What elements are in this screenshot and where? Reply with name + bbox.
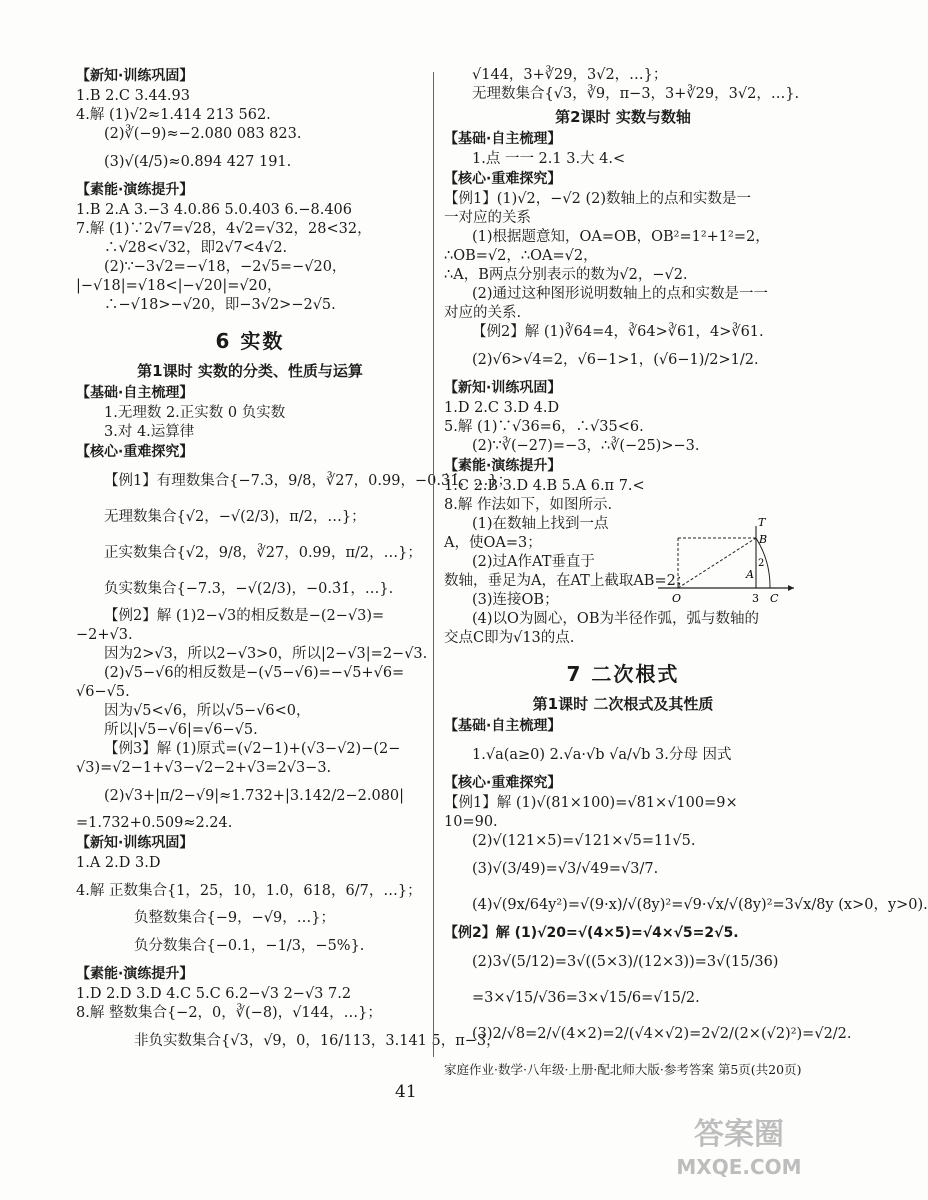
answer-line: A，使OA=3；	[444, 535, 542, 551]
label-t: T	[758, 516, 766, 529]
section-heading: 【基础·自主梳理】	[444, 131, 562, 147]
label-c: C	[770, 592, 779, 605]
answer-line: 8.解 整数集合{−2，0，∛(−8)，√144，…}；	[76, 1005, 382, 1021]
section-heading: 【新知·训练巩固】	[76, 68, 194, 84]
answer-line: −2+√3.	[76, 627, 133, 643]
section-heading: 【基础·自主梳理】	[444, 718, 562, 734]
answer-line: 【例1】有理数集合{−7.3，9/8，∛27，0.99，−0.3̇1̇，…}；	[104, 473, 513, 489]
section-heading: 【素能·演练提升】	[76, 182, 194, 198]
answer-line: 4.解 (1)√2≈1.414 213 562.	[76, 107, 271, 123]
column-divider	[433, 72, 434, 1057]
section-heading: 【素能·演练提升】	[76, 966, 194, 982]
answer-line: ∴−√18>−√20，即−3√2>−2√5.	[104, 297, 336, 313]
label-a: A	[746, 568, 754, 581]
section-heading: 【核心·重难探究】	[76, 444, 194, 460]
answer-line: ∴OB=√2，∴OA=√2，	[444, 248, 598, 264]
answer-line: (1)根据题意知，OA=OB，OB²=1²+1²=2，	[472, 229, 770, 245]
watermark-line2: MXQE.COM	[676, 1155, 802, 1179]
answer-line: 【例2】解 (1)∛64=4，∛64>∛61，4>∛61.	[472, 324, 764, 340]
answer-line: 对应的关系.	[444, 305, 522, 321]
answer-line: 非负实数集合{√3，√9，0，16/113，3.141 5，π−3，	[134, 1033, 501, 1049]
answer-line: (3)√(3/49)=√3/√49=√3/7.	[472, 861, 659, 877]
section-heading: 【新知·训练巩固】	[76, 835, 194, 851]
answer-line: 【例3】解 (1)原式=(√2−1)+(√3−√2)−(2−	[104, 741, 401, 757]
answer-line: 负实数集合{−7.3，−√(2/3)，−0.3̇1̇，…}.	[104, 581, 394, 597]
answer-line: 交点C即为√13的点.	[444, 630, 575, 646]
answer-line: 5.解 (1)∵√36=6，∴√35<6.	[444, 419, 644, 435]
axis-arrow	[788, 585, 794, 591]
chapter-title: 7 二次根式	[566, 662, 680, 686]
answer-line: =1.732+0.509≈2.24.	[76, 815, 233, 831]
answer-line: 因为√5<√6，所以√5−√6<0，	[104, 703, 311, 719]
answer-line: (2)∵−3√2=−√18，−2√5=−√20，	[104, 259, 347, 275]
answer-line: (2)3√(5/12)=3√((5×3)/(12×3))=3√(15/36)	[472, 954, 779, 970]
page-footer: 家庭作业·数学·八年级·上册·配北师大版·参考答案 第5页(共20页)	[444, 1062, 802, 1077]
label-three: 3	[752, 592, 759, 605]
answer-line: 无理数集合{√2，−√(2/3)，π/2，…}；	[104, 509, 366, 525]
answer-line: (3)连接OB；	[472, 592, 559, 608]
label-two: 2	[758, 558, 765, 569]
answer-line: 1.B 2.A 3.−3 4.0.86 5.0.403 6.−8.406	[76, 202, 353, 218]
lesson-title: 第1课时 二次根式及其性质	[532, 695, 714, 713]
answer-line: 1.点 一一 2.1 3.大 4.<	[472, 151, 626, 167]
label-o: O	[672, 592, 682, 605]
answer-line: (2)∵∛(−27)=−3，∴∛(−25)>−3.	[472, 438, 700, 454]
answer-line: ∴√28<√32，即2√7<4√2.	[104, 240, 288, 256]
number-line-figure	[658, 516, 798, 606]
answer-line: (3)2/√8=2/√(4×2)=2/(√4×√2)=2√2/(2×(√2)²)=√2/2.	[472, 1026, 852, 1042]
answer-line: 1.C 2.B 3.D 4.B 5.A 6.π 7.<	[444, 478, 645, 494]
answer-line: (1)在数轴上找到一点	[472, 516, 609, 532]
answer-line: (4)以O为圆心，OB为半径作弧，弧与数轴的	[472, 611, 759, 627]
answer-line: =3×√15/√36=3×√15/6=√15/2.	[472, 990, 700, 1006]
section-heading: 【素能·演练提升】	[444, 458, 562, 474]
segment-ob	[678, 538, 756, 588]
lesson-title: 第2课时 实数与数轴	[555, 108, 691, 126]
chapter-title: 6 实数	[215, 329, 285, 353]
answer-line: (2)√3+|π/2−√9|≈1.732+|3.142/2−2.080|	[104, 788, 405, 804]
answer-line: 3.对 4.运算律	[104, 424, 195, 440]
answer-line: 1.无理数 2.正实数 0 负实数	[104, 405, 286, 421]
answer-line: 10=90.	[444, 814, 498, 830]
answer-line: 负整数集合{−9，−√9，…}；	[134, 910, 335, 926]
answer-line: 因为2>√3，所以2−√3>0，所以|2−√3|=2−√3.	[104, 646, 428, 662]
answer-line: 1.D 2.C 3.D 4.D	[444, 400, 560, 416]
answer-line: (2)过A作AT垂直于	[472, 554, 595, 570]
answer-line: 1.B 2.C 3.44.93	[76, 88, 190, 104]
answer-line: √6−√5.	[76, 684, 130, 700]
page-number: 41	[395, 1082, 417, 1102]
answer-line: ∴A，B两点分别表示的数为√2，−√2.	[444, 267, 688, 283]
answer-line: (2)√6>√4=2，√6−1>1，(√6−1)/2>1/2.	[472, 352, 759, 368]
answer-line: (2)通过这种图形说明数轴上的点和实数是一一	[472, 286, 769, 302]
answer-line: 负分数集合{−0.1，−1/3，−5%}.	[134, 938, 365, 954]
answer-line: 8.解 作法如下，如图所示.	[444, 497, 613, 513]
answer-line: 1.A 2.D 3.D	[76, 855, 161, 871]
watermark-logo	[664, 1106, 814, 1186]
answer-line: (2)∛(−9)≈−2.080 083 823.	[104, 126, 302, 142]
section-heading: 【核心·重难探究】	[444, 171, 562, 187]
answer-line: 无理数集合{√3，∛9，π−3，3+∛29，3√2，…}.	[472, 86, 800, 102]
answer-line: 4.解 正数集合{1，25，10，1.0，618，6/7，…}；	[76, 883, 422, 899]
answer-line: 一对应的关系	[444, 210, 531, 226]
answer-line: √144，3+∛29，3√2，…}；	[472, 67, 668, 83]
answer-line: 【例1】(1)√2，−√2 (2)数轴上的点和实数是一	[444, 191, 751, 207]
section-heading: 【基础·自主梳理】	[76, 385, 194, 401]
label-b: B	[759, 533, 768, 546]
answer-line: 数轴，垂足为A，在AT上截取AB=2；	[444, 573, 691, 589]
lesson-title: 第1课时 实数的分类、性质与运算	[137, 362, 363, 380]
section-heading: 【核心·重难探究】	[444, 775, 562, 791]
answer-line: 7.解 (1)∵2√7=√28，4√2=√32，28<32，	[76, 221, 372, 237]
answer-line: 所以|√5−√6|=√6−√5.	[104, 722, 258, 738]
watermark-line1: 答案圈	[694, 1117, 784, 1152]
answer-line: (2)√5−√6的相反数是−(√5−√6)=−√5+√6=	[104, 665, 405, 681]
answer-line: (2)√(121×5)=√121×√5=11√5.	[472, 833, 696, 849]
answer-line: |−√18|=√18<|−√20|=√20，	[76, 278, 282, 294]
answer-line: 1.√a(a≥0) 2.√a·√b √a/√b 3.分母 因式	[472, 747, 732, 763]
answer-line: 1.D 2.D 3.D 4.C 5.C 6.2−√3 2−√3 7.2	[76, 986, 352, 1002]
answer-line: 【例1】解 (1)√(81×100)=√81×√100=9×	[444, 795, 738, 811]
answer-line: (3)√(4/5)≈0.894 427 191.	[104, 154, 292, 170]
answer-line: (4)√(9x/64y²)=√(9·x)/√(8y)²=√9·√x/√(8y)²=3√x/8y (x>0，y>0).	[472, 897, 928, 913]
section-heading: 【新知·训练巩固】	[444, 380, 562, 396]
answer-line: √3)=√2−1+√3−√2−2+√3=2√3−3.	[76, 760, 332, 776]
answer-line: 【例2】解 (1)2−√3的相反数是−(2−√3)=	[104, 608, 385, 624]
section-heading: 【例2】解 (1)√20=√(4×5)=√4×√5=2√5.	[444, 925, 739, 941]
answer-line: 正实数集合{√2，9/8，∛27，0.99，π/2，…}；	[104, 545, 422, 561]
